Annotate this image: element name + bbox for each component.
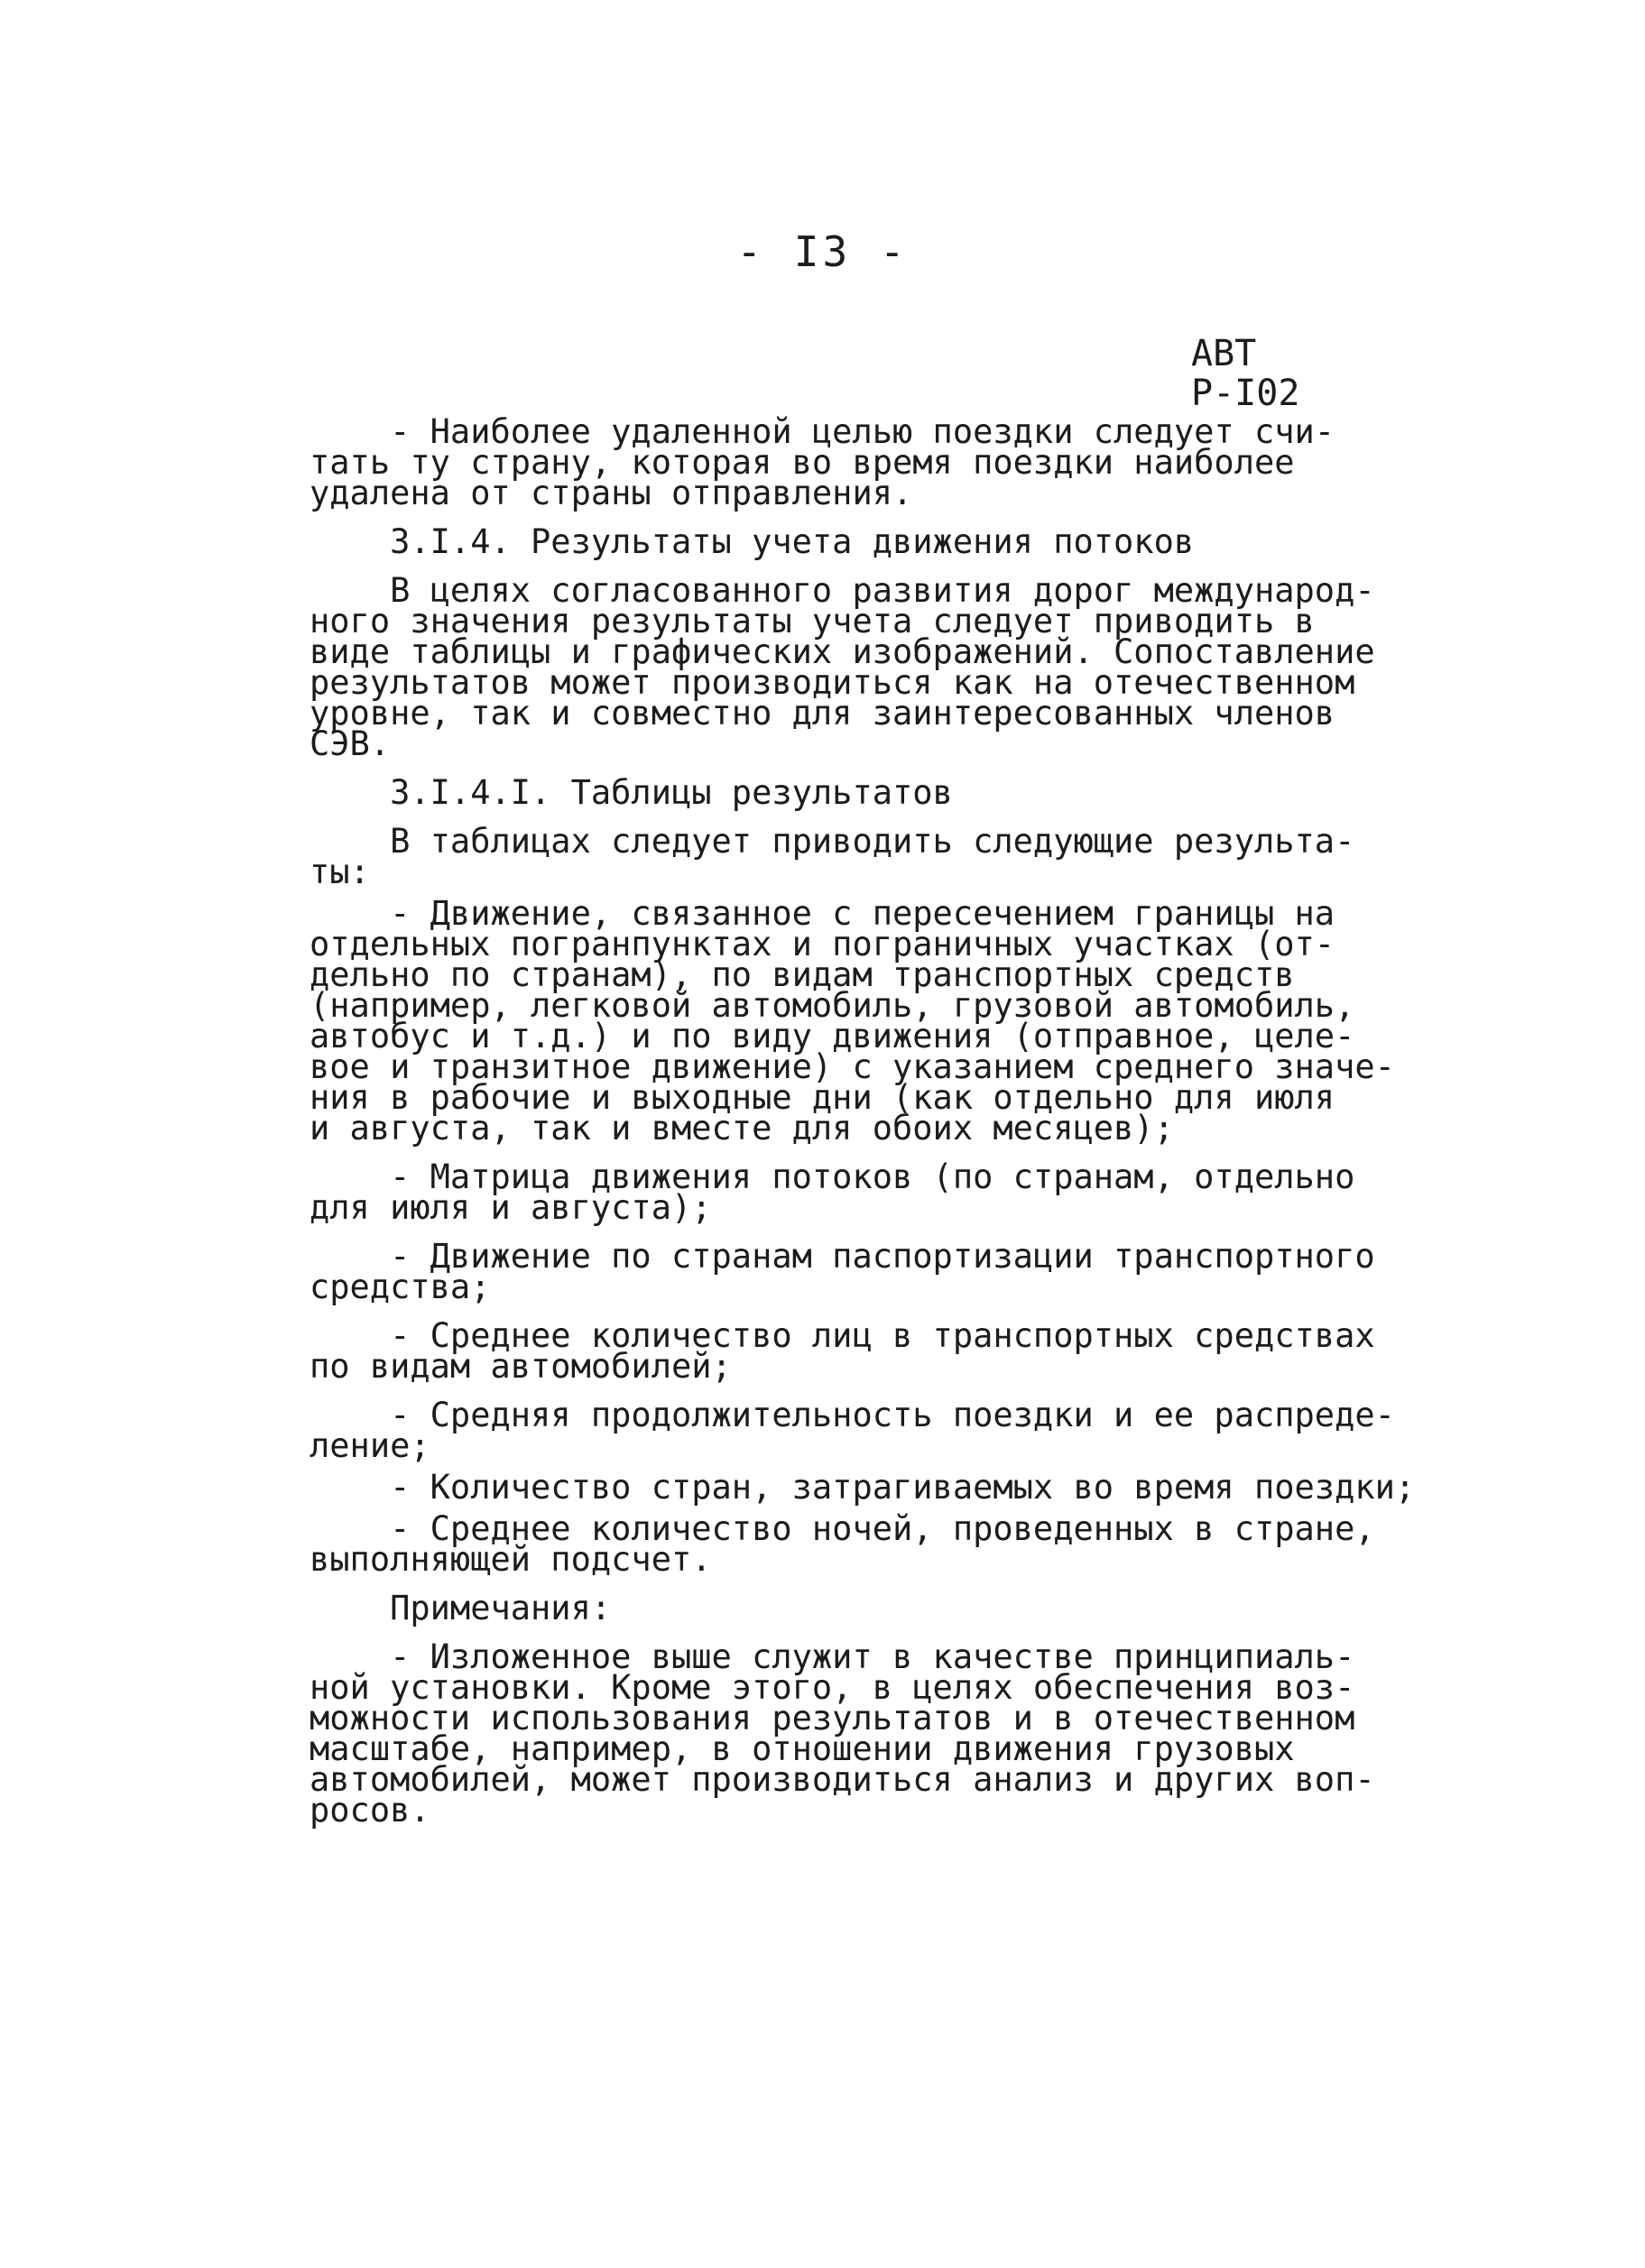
text-line: результатов может производиться как на отечественном	[310, 663, 1355, 702]
paragraph	[310, 1237, 1428, 1306]
paragraph	[310, 1316, 1428, 1386]
doc-code-line1: АВТ	[1191, 333, 1257, 374]
page-number: - I3 -	[736, 227, 909, 276]
paragraph	[310, 571, 1428, 763]
text-line: автомобилей, может производиться анализ и других воп-	[310, 1760, 1375, 1799]
text-line: ной установки. Кроме этого, в целях обеспечения воз-	[310, 1668, 1355, 1707]
text-line: (например, легковой автомобиль, грузовой автомобиль,	[310, 986, 1355, 1025]
text-line: вое и транзитное движение) с указанием среднего значе-	[310, 1047, 1395, 1086]
text-line: - Движение, связанное с пересечением границы на	[310, 894, 1335, 933]
paragraph	[310, 1637, 1428, 1830]
text-line: автобус и т.д.) и по виду движения (отправное, целе-	[310, 1017, 1355, 1056]
text-line: В таблицах следует приводить следующие результа-	[310, 822, 1355, 861]
paragraph	[310, 822, 1428, 891]
text-line: 3.I.4. Результаты учета движения потоков	[310, 522, 1195, 561]
text-line: масштабе, например, в отношении движения грузовых	[310, 1729, 1295, 1768]
paragraph	[310, 1589, 1428, 1627]
paragraph	[310, 1468, 1428, 1507]
paragraph	[310, 1396, 1428, 1465]
text-line: - Движение по странам паспортизации транспортного	[310, 1237, 1375, 1276]
text-line: СЭВ.	[310, 724, 391, 763]
text-line: - Наиболее удаленной целью поездки следует счи-	[310, 412, 1335, 451]
text-line: ление;	[310, 1426, 430, 1465]
paragraph	[310, 1157, 1428, 1227]
text-line: виде таблицы и графических изображений. Сопоставление	[310, 632, 1375, 671]
paragraph	[310, 1509, 1428, 1579]
paragraph	[310, 773, 1428, 812]
text-line: Примечания:	[310, 1589, 612, 1627]
text-line: - Изложенное выше служит в качестве принципиаль-	[310, 1637, 1355, 1676]
text-line: ния в рабочие и выходные дни (как отдельно для июля	[310, 1078, 1335, 1117]
text-line: - Количество стран, затрагиваемых во время поездки;	[310, 1468, 1416, 1507]
doc-code-line2: Р-I02	[1191, 373, 1300, 414]
text-line: можности использования результатов и в отечественном	[310, 1699, 1355, 1738]
text-line: ты:	[310, 853, 370, 891]
paragraph	[310, 412, 1428, 512]
text-line: средства;	[310, 1268, 491, 1306]
text-line: отдельных погранпунктах и пограничных участках (от-	[310, 925, 1335, 963]
text-line: - Средняя продолжительность поездки и ее распреде-	[310, 1396, 1395, 1434]
text-line: тать ту страну, которая во время поездки наиболее	[310, 443, 1295, 482]
text-line: дельно по странам), по видам транспортных средств	[310, 955, 1295, 994]
text-line: 3.I.4.I. Таблицы результатов	[310, 773, 953, 812]
text-line: для июля и августа);	[310, 1188, 712, 1227]
text-line: ного значения результаты учета следует приводить в	[310, 602, 1315, 641]
paragraph	[310, 894, 1428, 1148]
document-code	[1191, 334, 1299, 413]
text-line: росов.	[310, 1791, 430, 1830]
body-text	[310, 412, 1428, 1830]
text-line: удалена от страны отправления.	[310, 474, 913, 512]
text-line: - Среднее количество ночей, проведенных в стране,	[310, 1509, 1375, 1548]
text-line: - Среднее количество лиц в транспортных средствах	[310, 1316, 1375, 1355]
text-line: по видам автомобилей;	[310, 1347, 732, 1386]
text-line: В целях согласованного развития дорог междунарoд-	[310, 571, 1375, 610]
text-line: и августа, так и вместе для обоих месяцев);	[310, 1109, 1174, 1148]
text-line: уровне, так и совместно для заинтересованных членов	[310, 694, 1335, 733]
paragraph	[310, 522, 1428, 561]
text-line: выполняющей подсчет.	[310, 1540, 712, 1579]
text-line: - Матрица движения потоков (по странам, отдельно	[310, 1157, 1355, 1196]
